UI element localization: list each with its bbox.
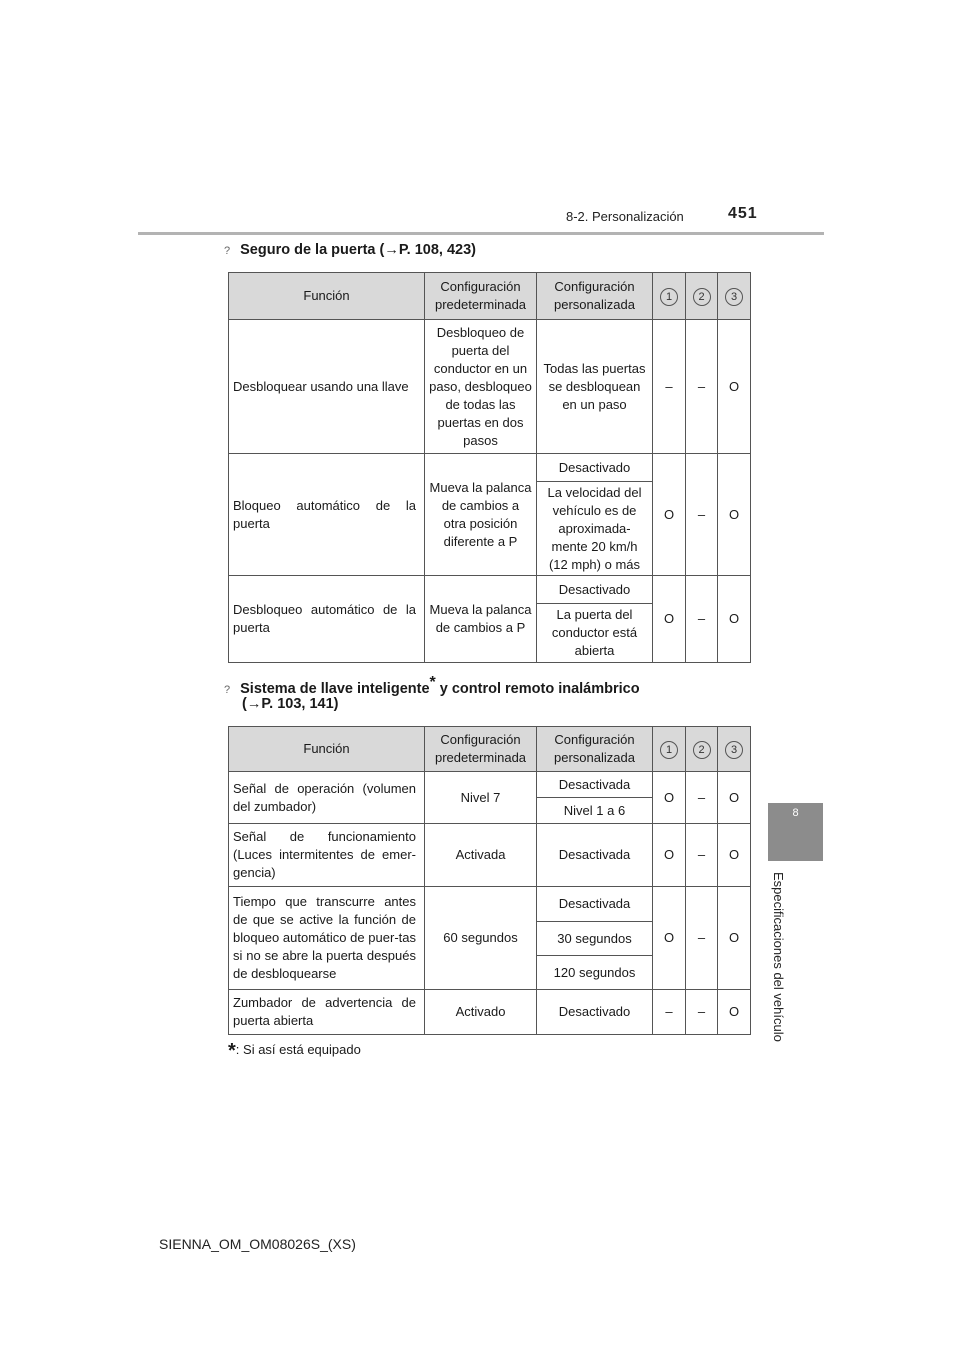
- col-2-cell: –: [686, 576, 718, 663]
- table-header-row: [229, 273, 751, 320]
- col-1-cell: –: [653, 320, 686, 454]
- header-col-1: [653, 727, 686, 772]
- section-heading: 8-2. Personalización: [566, 209, 684, 224]
- col-2-cell: –: [686, 772, 718, 824]
- col-3-cell: O: [718, 320, 751, 454]
- table-row: [229, 576, 751, 604]
- col-1-cell: O: [653, 772, 686, 824]
- col-3-cell: O: [718, 887, 751, 990]
- chapter-number: 8: [792, 807, 799, 819]
- default-cell: Desbloqueo de puerta del conductor en un paso, desbloqueo de todas las puertas en dos pasos: [425, 320, 537, 454]
- col-1-cell: O: [653, 887, 686, 990]
- section2-bullet: ?: [224, 684, 231, 696]
- door-lock-table: [228, 272, 751, 663]
- header-col-1: [653, 273, 686, 320]
- table-row: [229, 772, 751, 798]
- custom-cell: La velocidad del vehículo es de aproximada-mente 20 km/h (12 mph) o más: [537, 482, 653, 576]
- table-header-row: [229, 727, 751, 772]
- col-3-cell: O: [718, 824, 751, 887]
- chapter-title: Especificaciones del vehículo: [771, 872, 786, 1042]
- circle-1-icon: 1: [660, 288, 678, 306]
- custom-cell: Todas las puertas se desbloquean en un paso: [537, 320, 653, 454]
- circle-2-icon: 2: [693, 741, 711, 759]
- header-function: Función: [229, 273, 425, 320]
- section2-title-text: Sistema de llave inteligente: [240, 681, 430, 697]
- function-cell: Desbloquear usando una llave: [229, 320, 425, 454]
- default-cell: Mueva la palanca de cambios a otra posición diferente a P: [425, 454, 537, 576]
- section1-bullet: ?: [224, 245, 231, 257]
- col-2-cell: –: [686, 454, 718, 576]
- custom-cell: Desactivada: [537, 824, 653, 887]
- col-3-cell: O: [718, 454, 751, 576]
- col-1-cell: O: [653, 454, 686, 576]
- circle-3-icon: 3: [725, 288, 743, 306]
- col-3-cell: O: [718, 576, 751, 663]
- function-cell: Bloqueo automático de la puerta: [229, 454, 425, 576]
- table-row: [229, 454, 751, 482]
- custom-cell: Desactivado: [537, 990, 653, 1035]
- footnote-text: : Si así está equipado: [235, 1042, 361, 1057]
- col-1-cell: O: [653, 824, 686, 887]
- function-cell: Señal de funcionamiento (Luces intermitentes de emer-gencia): [229, 824, 425, 887]
- custom-cell: Desactivado: [537, 576, 653, 604]
- col-1-cell: –: [653, 990, 686, 1035]
- section2-title: [224, 674, 640, 697]
- asterisk-mark: *: [429, 674, 436, 691]
- header-function: Función: [229, 727, 425, 772]
- default-cell: Activada: [425, 824, 537, 887]
- custom-cell: Nivel 1 a 6: [537, 798, 653, 824]
- col-2-cell: –: [686, 320, 718, 454]
- document-code: SIENNA_OM_OM08026S_(XS): [159, 1236, 356, 1252]
- header-col-3: [718, 727, 751, 772]
- section2-title-rest: y control remoto inalámbrico: [435, 681, 640, 697]
- chapter-title-vertical: [772, 872, 792, 1042]
- col-3-cell: O: [718, 990, 751, 1035]
- col-3-cell: O: [718, 772, 751, 824]
- function-cell: Desbloqueo automático de la puerta: [229, 576, 425, 663]
- custom-cell: Desactivado: [537, 454, 653, 482]
- col-1-cell: O: [653, 576, 686, 663]
- table-row: [229, 887, 751, 922]
- header-col-2: [686, 273, 718, 320]
- custom-cell: Desactivada: [537, 772, 653, 798]
- table-row: [229, 990, 751, 1035]
- default-cell: Nivel 7: [425, 772, 537, 824]
- custom-cell: 30 segundos: [537, 922, 653, 956]
- function-cell: Tiempo que transcurre antes de que se active la función de bloqueo automático de puer-tas si no se abre la puerta después de desbloquearse: [229, 887, 425, 990]
- table-row: [229, 320, 751, 454]
- circle-1-icon: 1: [660, 741, 678, 759]
- page-number: 451: [728, 205, 758, 222]
- custom-cell: La puerta del conductor está abierta: [537, 604, 653, 663]
- header-custom: Configuración personalizada: [537, 273, 653, 320]
- header-custom: Configuración personalizada: [537, 727, 653, 772]
- circle-2-icon: 2: [693, 288, 711, 306]
- function-cell: Zumbador de advertencia de puerta abierta: [229, 990, 425, 1035]
- table-row: [229, 824, 751, 887]
- footnote: [228, 1040, 361, 1063]
- section2-title-line2: (→P. 103, 141): [242, 696, 339, 712]
- smart-key-table: [228, 726, 751, 1035]
- function-cell: Señal de operación (volumen del zumbador): [229, 772, 425, 824]
- default-cell: Activado: [425, 990, 537, 1035]
- footnote-asterisk: *: [228, 1040, 236, 1062]
- default-cell: 60 segundos: [425, 887, 537, 990]
- header-col-2: [686, 727, 718, 772]
- section1-title: [224, 242, 476, 258]
- custom-cell: 120 segundos: [537, 956, 653, 990]
- col-2-cell: –: [686, 990, 718, 1035]
- header-divider: [138, 232, 824, 235]
- header-default: Configuración predeterminada: [425, 727, 537, 772]
- col-2-cell: –: [686, 887, 718, 990]
- header-col-3: [718, 273, 751, 320]
- circle-3-icon: 3: [725, 741, 743, 759]
- header-default: Configuración predeterminada: [425, 273, 537, 320]
- section1-title-text: Seguro de la puerta (→P. 108, 423): [240, 242, 476, 258]
- custom-cell: Desactivada: [537, 887, 653, 922]
- default-cell: Mueva la palanca de cambios a P: [425, 576, 537, 663]
- col-2-cell: –: [686, 824, 718, 887]
- chapter-tab: [768, 803, 823, 861]
